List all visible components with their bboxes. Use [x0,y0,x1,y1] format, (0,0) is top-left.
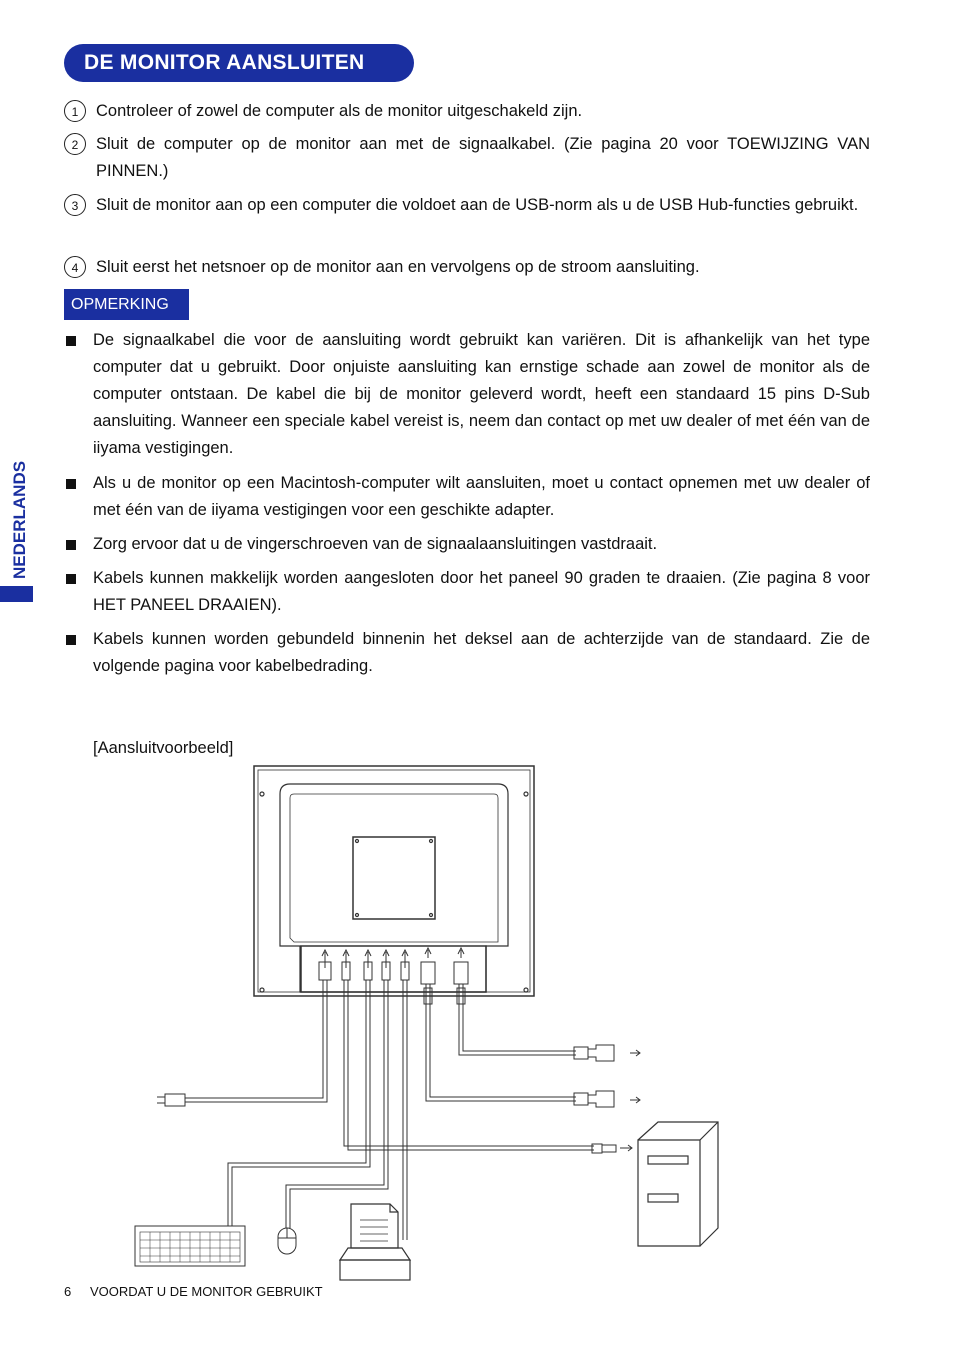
footer-page-number: 6 [64,1284,72,1299]
keyboard-icon [135,1226,245,1266]
page-title: DE MONITOR AANSLUITEN [64,44,414,82]
mouse-icon [278,1228,296,1254]
bullet-text: Kabels kunnen makkelijk worden aangesloten door het paneel 90 graden te draaien. (Zie pagina 8 voor HET PANEEL DRAAIEN). [93,569,870,614]
bullet-text: Als u de monitor op een Macintosh-computer wilt aansluiten, moet u contact opnemen met uw dealer of met één van de iiyama vestigingen voor een geschikte adapter. [93,474,870,519]
monitor-back-illustration [254,766,534,996]
computer-tower-icon [638,1122,718,1246]
step-number: 3 [64,194,86,216]
language-tab: NEDERLANDS [10,460,29,579]
diagram-caption: [Aansluitvoorbeeld] [93,739,234,757]
vga-plugs [574,1045,640,1107]
bullet-text: Zorg ervoor dat u de vingerschroeven van de signaalaansluitingen vastdraait. [93,535,658,553]
step-text: Controleer of zowel de computer als de monitor uitgeschakeld zijn. [96,102,583,120]
step-number: 1 [64,100,86,122]
usb-plug [592,1144,632,1153]
cables [185,980,594,1240]
power-plug-icon [157,1094,185,1106]
printer-icon [340,1204,410,1280]
step-text: Sluit de monitor aan op een computer die voldoet aan de USB-norm als u de USB Hub-functies gebruikt. [96,196,859,214]
monitor-connectors [319,948,468,984]
bullet-text: De signaalkabel die voor de aansluiting wordt gebruikt kan variëren. Dit is afhankelijk van het type computer dat u gebruikt. Door onjuiste aansluiting kan ernstige schade aan zowel de monitor als de computer ontstaan. De kabel die bij de monitor geleverd wordt, heeft een standaard 15 pins D-Sub aansluiting. Wanneer een speciale kabel vereist is, neem dan contact op met uw dealer of met één van de iiyama vestigingen. [93,331,870,457]
step-number: 2 [64,133,86,155]
footer-text: VOORDAT U DE MONITOR GEBRUIKT [90,1284,323,1299]
note-label: OPMERKING [64,289,189,320]
bullet-text: Kabels kunnen worden gebundeld binnenin het deksel aan de achterzijde van de standaard. Zie de volgende pagina voor kabelbedrading. [93,630,870,675]
step-number: 4 [64,256,86,278]
step-text: Sluit de computer op de monitor aan met de signaalkabel. (Zie pagina 20 voor TOEWIJZING VAN PINNEN.) [96,135,870,180]
step-text: Sluit eerst het netsnoer op de monitor aan en vervolgens op de stroom aansluiting. [96,258,700,276]
